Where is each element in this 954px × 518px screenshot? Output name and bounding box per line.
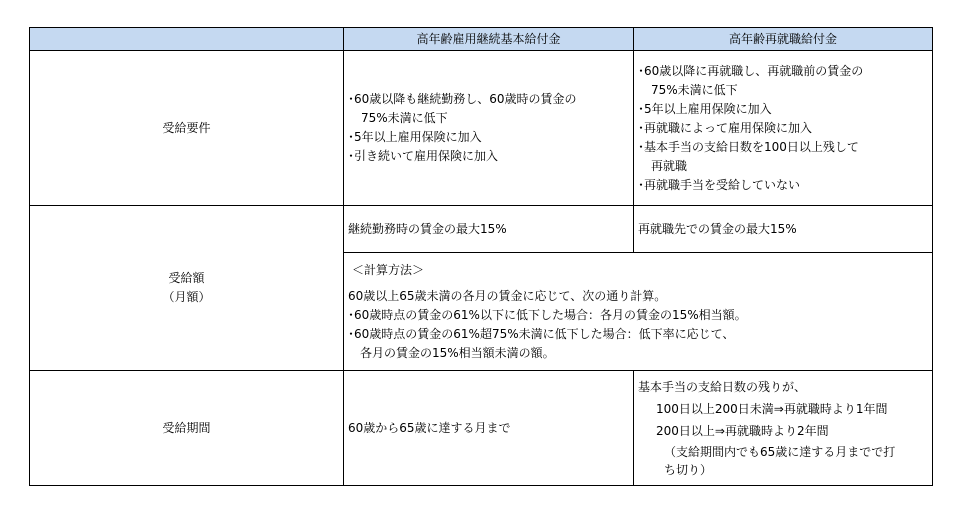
requirements-continued-cell [344,51,634,206]
period-intro: 基本手当の支給日数の残りが、 [638,379,807,394]
benefit-comparison-table [29,27,933,486]
header-reemployment: 高年齢再就職給付金 [634,28,933,51]
requirement-item: ･再就職手当を受給していない [638,177,801,192]
requirement-item: ･60歳以降に再就職し、再就職前の賃金の [638,63,864,78]
row-amount [30,206,933,253]
calculation-line: ･60歳時点の賃金の61%超75%未満に低下した場合：低下率に応じて、 [348,326,735,341]
requirements-reemployment-cell [634,51,933,206]
requirement-item-continuation: 75%未満に低下 [361,111,448,125]
period-note: （支給期間内でも65歳に達する月までで打 [664,444,896,459]
amount-calculation-cell [344,253,933,371]
amount-continued-cell: 継続勤務時の賃金の最大15% [344,206,634,253]
calculation-gap [348,280,928,287]
period-case: 200日以上⇒再就職時より2年間 [656,423,829,438]
period-continued-cell: 60歳から65歳に達する月まで [344,371,634,486]
row-label-requirements: 受給要件 [30,51,344,206]
header-continued-employment: 高年齢雇用継続基本給付金 [344,28,634,51]
calculation-line: ･60歳時点の賃金の61%以下に低下した場合：各月の賃金の15%相当額。 [348,307,747,322]
amount-reemployment-cell: 再就職先での賃金の最大15% [634,206,933,253]
requirement-item: ･基本手当の支給日数を100日以上残して [638,139,859,154]
requirement-item: ･60歳以降も継続勤務し、60歳時の賃金の [348,92,577,106]
requirement-item: ･5年以上雇用保険に加入 [348,130,482,144]
row-label-amount-line1: 受給額 [168,271,205,285]
row-label-amount-line2: （月額） [162,290,211,304]
row-requirements [30,51,933,206]
calculation-line-continuation: 各月の賃金の15%相当額未満の額。 [360,345,555,360]
header-blank-cell [30,28,344,51]
row-label-amount [30,206,344,371]
period-case: 100日以上200日未満⇒再就職時より1年間 [656,401,888,416]
requirement-item-continuation: 75%未満に低下 [651,82,738,97]
requirement-item: ･5年以上雇用保険に加入 [638,101,772,116]
requirement-item: ･再就職によって雇用保険に加入 [638,120,813,135]
header-row [30,28,933,51]
row-period [30,371,933,486]
row-label-period: 受給期間 [30,371,344,486]
requirement-item-continuation: 再就職 [651,158,688,173]
calculation-line: 60歳以上65歳未満の各月の賃金に応じて、次の通り計算。 [348,288,667,303]
calculation-title: ＜計算方法＞ [352,262,425,277]
period-reemployment-cell [634,371,933,486]
period-note-continuation: ち切り） [664,462,713,477]
requirement-item: ･引き続いて雇用保険に加入 [348,149,499,163]
